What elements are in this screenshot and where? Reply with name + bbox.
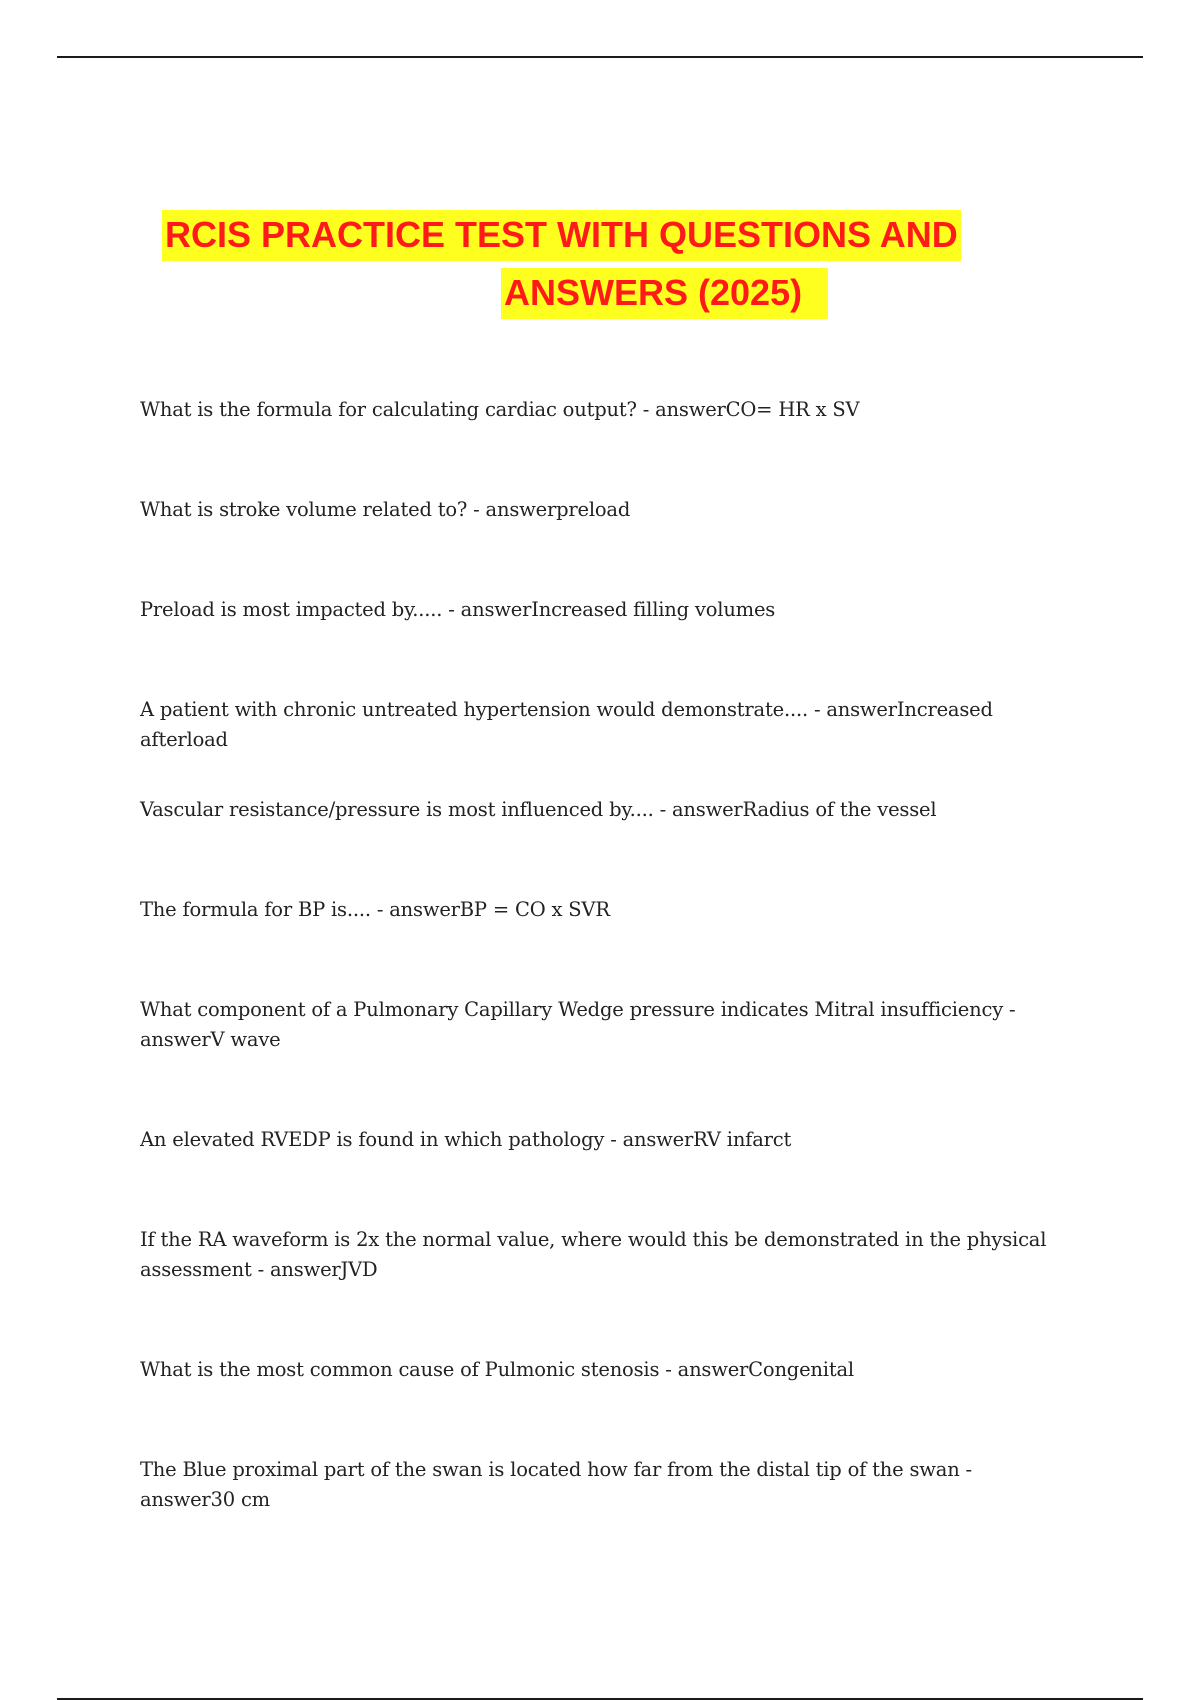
title-line-2: ANSWERS (2025) bbox=[501, 268, 828, 319]
qa-item-4: A patient with chronic untreated hypertension would demonstrate.... - answerIncreased afterload bbox=[140, 698, 993, 751]
qa-item-1: What is the formula for calculating cardiac output? - answerCO= HR x SV bbox=[140, 398, 860, 421]
qa-item-3: Preload is most impacted by..... - answerIncreased filling volumes bbox=[140, 598, 776, 621]
title-line-1: RCIS PRACTICE TEST WITH QUESTIONS AND bbox=[162, 210, 961, 261]
qa-item-11: The Blue proximal part of the swan is located how far from the distal tip of the swan - answer30 cm bbox=[140, 1458, 972, 1511]
qa-list bbox=[140, 395, 1060, 1585]
qa-item-2: What is stroke volume related to? - answerpreload bbox=[140, 498, 631, 521]
top-rule bbox=[57, 56, 1143, 58]
qa-item-5: Vascular resistance/pressure is most influenced by.... - answerRadius of the vessel bbox=[140, 798, 937, 821]
qa-item-10: What is the most common cause of Pulmonic stenosis - answerCongenital bbox=[140, 1358, 854, 1381]
qa-item-6: The formula for BP is.... - answerBP = CO x SVR bbox=[140, 898, 610, 921]
qa-item-8: An elevated RVEDP is found in which pathology - answerRV infarct bbox=[140, 1128, 792, 1151]
qa-item-9: If the RA waveform is 2x the normal value, where would this be demonstrated in the physical assessment - answerJVD bbox=[140, 1228, 1047, 1281]
qa-item-7: What component of a Pulmonary Capillary Wedge pressure indicates Mitral insufficiency - answerV wave bbox=[140, 998, 1016, 1051]
